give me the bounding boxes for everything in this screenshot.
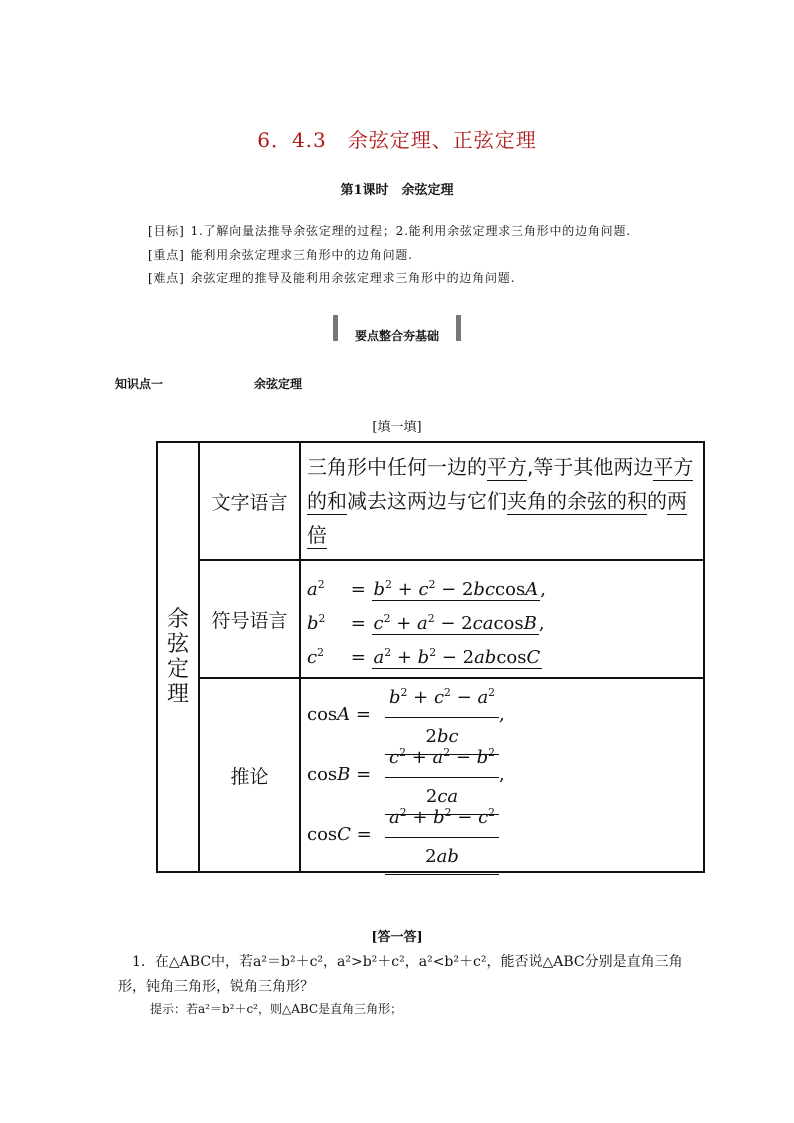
corollary-cosB: cosB = $\frac{c^2 + a^2 - b^2}{2ca}$ ,: [307, 745, 697, 805]
objective-label: [目标]: [148, 224, 185, 238]
symbol-language-cell: [300, 560, 704, 678]
equation-c: $c^2 = a^2 + b^2 - 2abcosC$: [307, 646, 541, 668]
row-label-symbol: 符号语言: [199, 560, 300, 678]
equation-b: $b^2 = c^2 + a^2 - 2cacosB$ ,: [307, 612, 545, 634]
objective-text: 1.了解向量法推导余弦定理的过程；2.能利用余弦定理求三角形中的边角问题.: [190, 224, 631, 238]
corollary-cosC: cosC = $\frac{a^2 + b^2 - c^2}{2ab}$: [307, 805, 697, 865]
knowledge-point-title: 余弦定理: [254, 377, 303, 391]
answer-heading: [答一答]: [371, 930, 423, 945]
hint-text: 提示：若a²＝b²＋c²，则△ABC是直角三角形；: [150, 1002, 403, 1016]
cosine-law-table: [156, 441, 705, 873]
section-banner: [333, 315, 461, 341]
row-label-corollary: 推论: [199, 678, 300, 872]
text-language-cell: 三角形中任何一边的平方,等于其他两边平方的和减去这两边与它们夹角的余弦的积的两倍: [300, 442, 704, 560]
corollary-cell: [300, 678, 704, 872]
vertical-label: 余 弦 定 理: [157, 442, 199, 872]
lesson-subtitle: 第1课时 余弦定理: [340, 183, 454, 198]
banner-text: 要点整合夯基础: [354, 329, 439, 343]
objective-key: [148, 246, 413, 263]
objective-text: 余弦定理的推导及能利用余弦定理求三角形中的边角问题.: [190, 271, 516, 285]
objective-text: 能利用余弦定理求三角形中的边角问题.: [190, 248, 413, 262]
banner-bar-right: [456, 315, 461, 341]
objective-difficulty: [148, 269, 515, 286]
equation-a: $a^2 = b^2 + c^2 - 2bccosA$ ,: [307, 578, 546, 600]
objective-goal: [148, 222, 631, 239]
page-title: 6．4.3 余弦定理、正弦定理: [257, 128, 537, 152]
fill-in-label: [填一填]: [372, 420, 422, 435]
objective-label: [重点]: [148, 248, 185, 262]
row-label-text: 文字语言: [199, 442, 300, 560]
corollary-cosA: cosA = $\frac{b^2 + c^2 - a^2}{2bc}$ ,: [307, 685, 697, 745]
knowledge-point-label: 知识点一: [115, 377, 164, 391]
question-1: 1．在△ABC中，若a²＝b²＋c²，a²>b²＋c²，a²<b²＋c²，能否说△ABC分别是直角三角形，钝角三角形，锐角三角形？: [118, 954, 683, 995]
objective-label: [难点]: [148, 271, 185, 285]
